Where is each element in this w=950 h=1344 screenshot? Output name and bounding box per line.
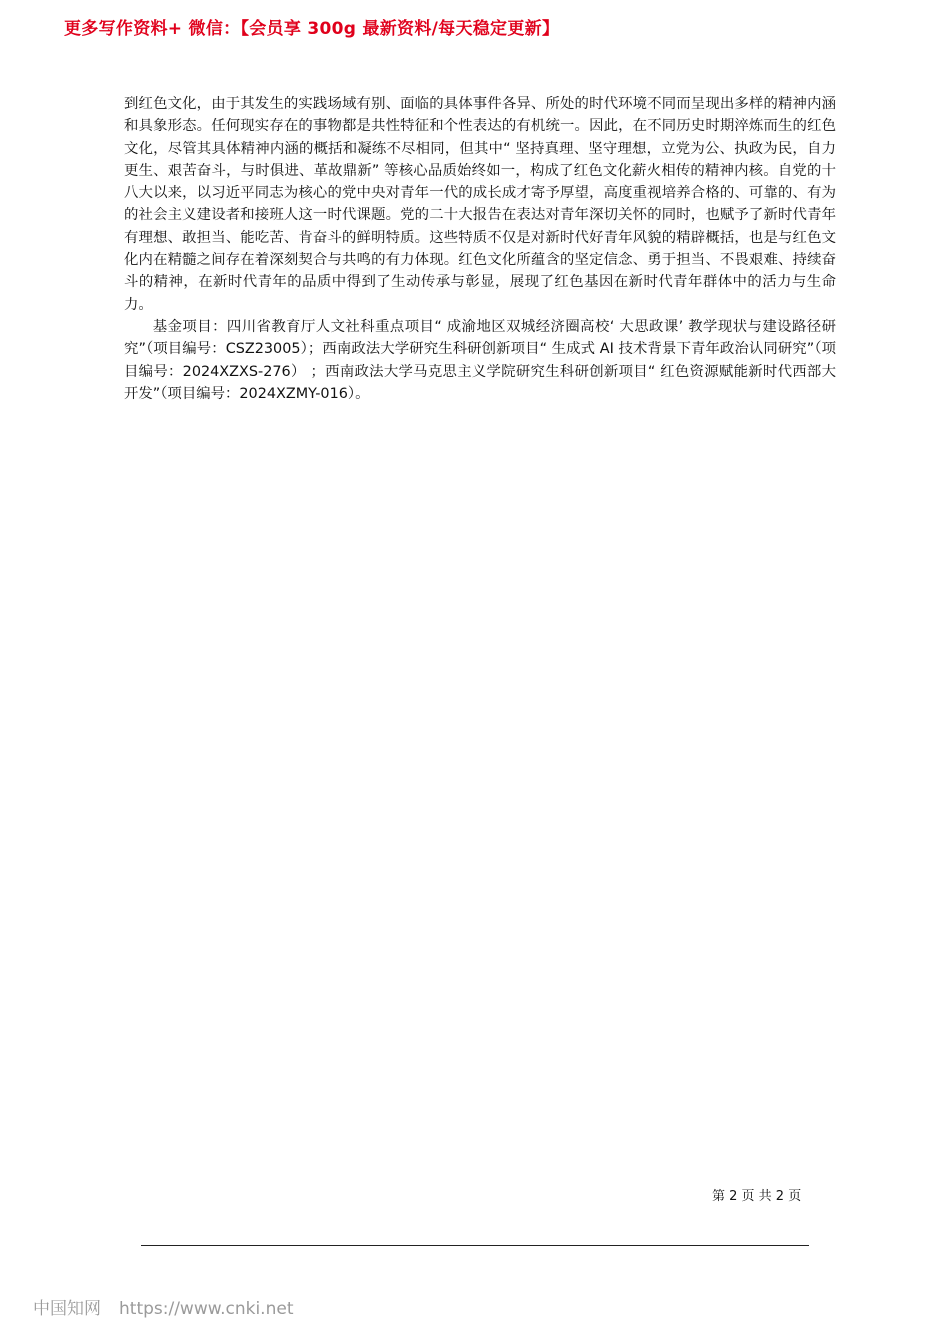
watermark-url: https://www.cnki.net	[119, 1299, 294, 1319]
watermark-site-name: 中国知网	[33, 1299, 101, 1319]
body-paragraph: 到红色文化，由于其发生的实践场域有别、面临的具体事件各异、所处的时代环境不同而呈现出多样的精神内涵和具象形态。任何现实存在的事物都是共性特征和个性表达的有机统一。因此，在不同历史时期淬炼而生的红色文化，尽管其具体精神内涵的概括和凝练不尽相同，但其中“ 坚持真理、坚守理想，立党为公、执政为民，自力更生、艰苦奋斗，与时俱进、革故鼎新” 等核心品质始终如一，构成了红色文化薪火相传的精神内核。自党的十八大以来，以习近平同志为核心的党中央对青年一代的成长成才寄予厚望，高度重视培养合格的、可靠的、有为的社会主义建设者和接班人这一时代课题。党的二十大报告在表达对青年深切关怀的同时，也赋予了新时代青年有理想、敢担当、能吃苦、肯奋斗的鲜明特质。这些特质不仅是对新时代好青年风貌的精辟概括，也是与红色文化内在精髓之间存在着深刻契合与共鸣的有力体现。红色文化所蕴含的坚定信念、勇于担当、不畏艰难、持续奋斗的精神，在新时代青年的品质中得到了生动传承与彰显，展现了红色基因在新时代青年群体中的活力与生命力。	[124, 96, 836, 313]
funding-note-paragraph: 基金项目：四川省教育厅人文社科重点项目“ 成渝地区双城经济圈高校‘ 大思政课’ 教学现状与建设路径研究”（项目编号：CSZ23005）；西南政法大学研究生科研创新项目“ 生成式 AI 技术背景下青年政治认同研究”（项目编号：2024XZXS-276） ；西南政法大学马克思主义学院研究生科研创新项目“ 红色资源赋能新时代西部大开发”（项目编号：2024XZMY-016）。	[124, 318, 836, 402]
footer-divider	[141, 1245, 809, 1246]
cnki-watermark	[33, 1294, 293, 1319]
page-number: 第 2 页 共 2 页	[712, 1189, 802, 1204]
document-body	[124, 93, 836, 405]
promo-banner: 更多写作资料+ 微信：【会员享 300g 最新资料/每天稳定更新】	[64, 19, 560, 39]
